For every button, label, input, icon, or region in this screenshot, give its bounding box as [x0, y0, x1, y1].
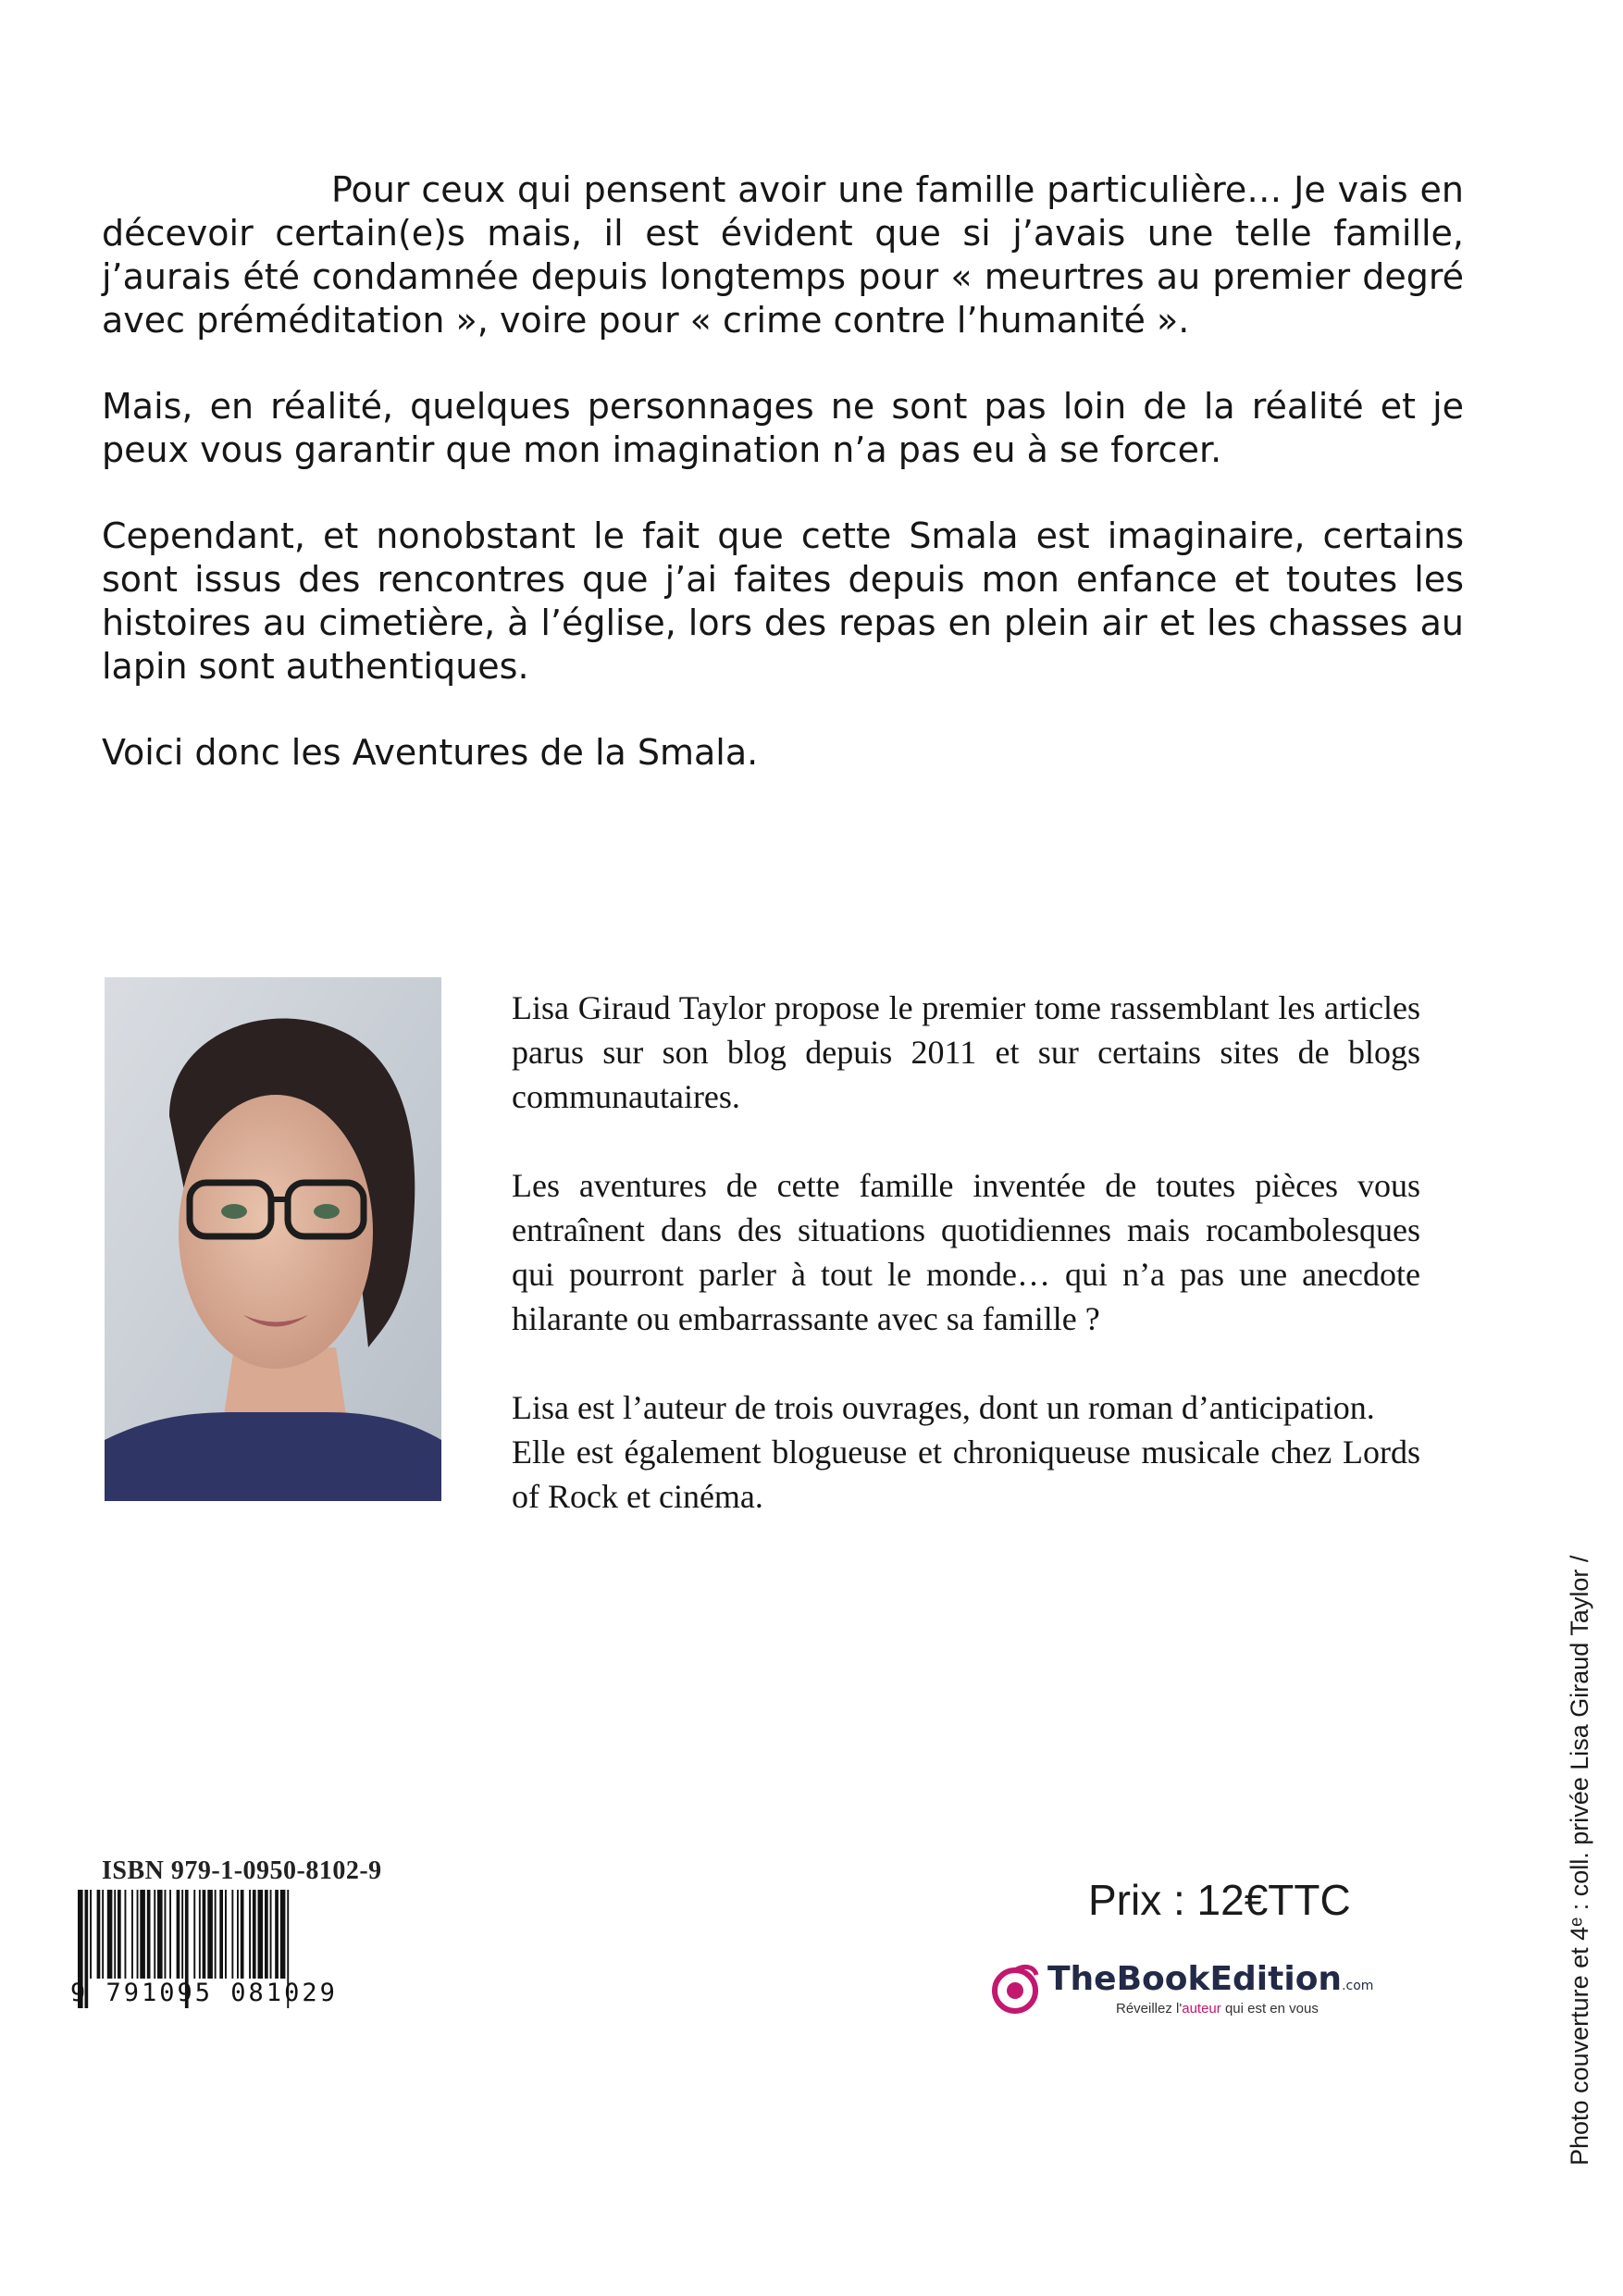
- publisher-name: TheBookEdition.com: [1047, 1960, 1374, 1998]
- barcode-bar: [219, 1890, 223, 1979]
- price: Prix : 12€TTC: [1088, 1876, 1351, 1924]
- intro-paragraph-1: Pour ceux qui pensent avoir une famille particulière… Je vais en décevoir certain(e)s mais, il est évident que si j’avais une telle famille, j’aurais été condamnée depuis longtemps pour « meurtres au premier degré avec préméditation », voire pour « crime contre l’humanité ».: [102, 169, 1464, 341]
- barcode-bar: [177, 1890, 180, 1979]
- author-photo: [105, 977, 441, 1501]
- barcode-bar: [181, 1890, 183, 1979]
- barcode-bar: [125, 1890, 127, 1979]
- barcode-digits: 9 791095 081029: [70, 1979, 338, 2007]
- barcode-bar: [253, 1890, 256, 1979]
- barcode-bar: [270, 1890, 272, 1979]
- barcode-bar: [280, 1890, 286, 1979]
- intro-paragraph-4: Voici donc les Aventures de la Smala.: [102, 732, 759, 773]
- barcode-bar: [215, 1890, 217, 1979]
- barcode-bar: [114, 1890, 116, 1979]
- barcode-bar: [241, 1890, 244, 1979]
- barcode-bar: [258, 1890, 264, 1979]
- bio-paragraph-1: Lisa Giraud Taylor propose le premier tome rassemblant les articles parus sur son blog depuis 2011 et sur certains sites de blogs communautaires.: [512, 989, 1420, 1115]
- intro-paragraph-2: Mais, en réalité, quelques personnages ne sont pas loin de la réalité et je peux vous garantir que mon imagination n’a pas eu à se forcer.: [102, 386, 1464, 470]
- barcode-bar: [169, 1890, 171, 1979]
- barcode-bar: [102, 1890, 104, 1979]
- isbn-label: ISBN 979-1-0950-8102-9: [102, 1856, 382, 1885]
- photo-credit: Photo couverture et 4ᵉ : coll. privée Lisa Giraud Taylor /: [1566, 1555, 1593, 2166]
- barcode-bar: [207, 1890, 213, 1979]
- barcode-bar: [225, 1890, 227, 1979]
- barcode-bar: [140, 1890, 145, 1979]
- barcode-bar: [165, 1890, 167, 1979]
- barcode-bar: [203, 1890, 206, 1979]
- barcode-bar: [275, 1890, 279, 1979]
- publisher-logo: [988, 1960, 1377, 2025]
- barcode-bar: [157, 1890, 163, 1979]
- barcode-bar: [199, 1890, 201, 1979]
- author-bio: [512, 986, 1420, 1519]
- barcode-bar: [90, 1890, 92, 1979]
- barcode-bar: [131, 1890, 133, 1979]
- intro-paragraph-3: Cependant, et nonobstant le fait que cette Smala est imaginaire, certains sont issus des rencontres que j’ai faites depuis mon enfance et toutes les histoires au cimetière, à l’église, lors des repas en plein air et les chasses au lapin sont authentiques.: [102, 515, 1464, 687]
- bio-paragraph-4: Elle est également blogueuse et chroniqueuse musicale chez Lords of Rock et cinéma.: [512, 1433, 1420, 1515]
- barcode-bar: [97, 1890, 101, 1979]
- barcode-bar: [249, 1890, 251, 1979]
- barcode-bar: [137, 1890, 139, 1979]
- barcode-bar: [237, 1890, 239, 1979]
- barcode-bar: [107, 1890, 113, 1979]
- publisher-logo-icon: [988, 1962, 1042, 2016]
- barcode-bar: [147, 1890, 151, 1979]
- barcode-bar: [193, 1890, 195, 1979]
- bio-paragraph-2: Les aventures de cette famille inventée de toutes pièces vous entraînent dans des situations quotidiennes mais rocambolesques qui pourront parler à tout le monde… qui n’a pas une anecdote hilarante ou embarrassante avec sa famille ?: [512, 1167, 1420, 1337]
- barcode-bar: [118, 1890, 121, 1979]
- barcode-bar: [231, 1890, 233, 1979]
- bio-paragraph-3: Lisa est l’auteur de trois ouvrages, dont un roman d’anticipation.: [512, 1389, 1375, 1426]
- barcode-bar: [154, 1890, 155, 1979]
- barcode-bar: [265, 1890, 268, 1979]
- intro-text: [102, 168, 1464, 775]
- publisher-tagline: Réveillez l'auteur qui est en vous: [1116, 2001, 1319, 2017]
